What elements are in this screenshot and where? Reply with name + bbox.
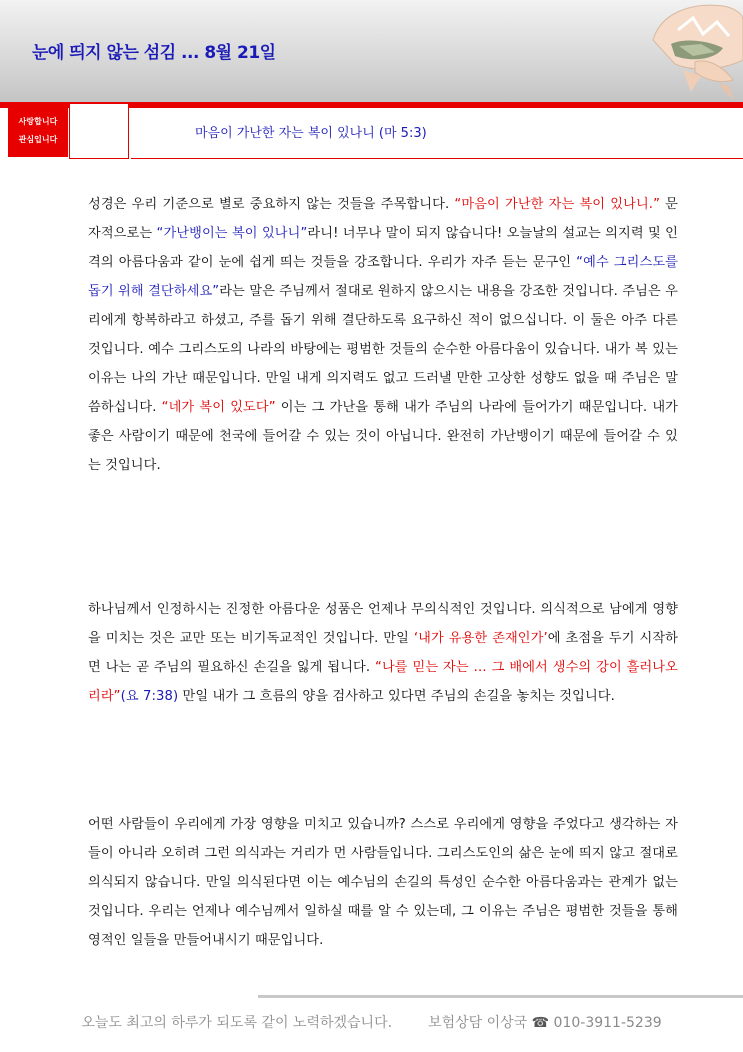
quote-red: “마음이 가난한 자는 복이 있나니.” <box>454 197 661 212</box>
text-run: 만일 내가 그 흐름의 양을 검사하고 있다면 주님의 손길을 놓치는 것입니다. <box>178 689 615 704</box>
badge-red-box <box>8 102 68 157</box>
verse-reference: (요 7:38) <box>120 689 179 704</box>
text-run: 하나님께서 인정하시는 진정한 아름다운 성품은 언제나 무의식적인 것입니다. 의식적으로 남에게 영향을 미치는 것은 교만 또는 비기독교적인 것입니다. 만일 <box>88 602 678 646</box>
paragraph-2 <box>88 595 678 711</box>
paragraph-1 <box>88 190 678 480</box>
quote-red: ‘내가 유용한 존재인가’ <box>413 631 548 646</box>
quote-blue: “가난뱅이는 복이 있나니” <box>156 226 308 241</box>
page-title: 눈에 띄지 않는 섬김 ... 8월 21일 <box>32 43 276 63</box>
text-run: 라니! 너무나 말이 되지 않습니다! 오늘날의 설교는 의지력 및 인격의 아름다움과 같이 눈에 쉽게 띄는 것들을 강조합니다. 우리가 자주 듣는 문구인 <box>88 226 678 270</box>
text-run: 문자적으로는 <box>88 197 678 241</box>
text-run: 라는 말은 주님께서 절대로 원하지 않으시는 내용을 강조한 것입니다. 주님은 우리에게 항복하라고 하셨고, 주를 돕기 위해 결단하도록 요구하신 적이 없으십니다. 이 둘은 아주 다른 것입니다. 예수 그리스도의 나라의 바탕에는 평범한 것들의 순수한 아름다움이 있습니다. 내가 복 있는 이유는 나의 가난 때문입니다. 만일 내게 의지력도 없고 드러낼 만한 고상한 성향도 없을 때 주님은 말씀하십니다. <box>88 284 678 415</box>
footer-phone: 010-3911-5239 <box>553 1015 662 1031</box>
quote-red: “네가 복이 있도다” <box>161 400 276 415</box>
cracked-egg-money-image <box>583 0 743 102</box>
footer-divider <box>258 995 743 998</box>
footer-slogan: 오늘도 최고의 하루가 되도록 같이 노력하겠습니다. <box>81 1015 393 1031</box>
text-run: 이는 그 가난을 통해 내가 주님의 나라에 들어가기 때문입니다. 내가 좋은 사람이기 때문에 천국에 들어갈 수 있는 것이 아닙니다. 완전히 가난뱅이기 때문에 들어갈 수 있는 것입니다. <box>88 400 679 473</box>
badge-line-2: 관심입니다 <box>18 135 58 144</box>
scripture-verse: 마음이 가난한 자는 복이 있나니 (마 5:3) <box>195 126 427 141</box>
verse-underline <box>131 158 743 159</box>
paragraph-3: 어떤 사람들이 우리에게 가장 영향을 미치고 있습니까? 스스로 우리에게 영향을 주었다고 생각하는 자들이 아니라 오히려 그런 의식과는 거리가 먼 사람들입니다. 그리스도인의 삶은 눈에 띄지 않고 절대로 의식되지 않습니다. 만일 의식된다면 이는 예수님의 손길의 특성인 순수한 아름다움과는 관계가 없는 것입니다. 우리는 언제나 예수님께서 일하실 때를 알 수 있는데, 그 이유는 주님은 평범한 것들을 통해 영적인 일들을 만들어내시기 때문입니다. <box>88 817 678 948</box>
text-run: 성경은 우리 기준으로 별로 중요하지 않는 것들을 주목합니다. <box>88 197 455 212</box>
badge-line-1: 사랑합니다 <box>18 117 58 126</box>
header-banner <box>0 0 743 102</box>
quote-blue: “예수 그리스도를 돕기 위해 결단하세요” <box>88 255 678 299</box>
phone-icon: ☎ <box>531 1015 550 1031</box>
text-run: 에 초점을 두기 시작하면 나는 곧 주님의 필요하신 손길을 잃게 됩니다. <box>88 631 678 675</box>
footer <box>0 1012 743 1032</box>
badge-white-box <box>69 103 129 159</box>
footer-contact-label: 보험상담 이상국 <box>428 1015 528 1031</box>
quote-red: “나를 믿는 자는 … 그 배에서 생수의 강이 흘러나오리라” <box>88 660 678 704</box>
